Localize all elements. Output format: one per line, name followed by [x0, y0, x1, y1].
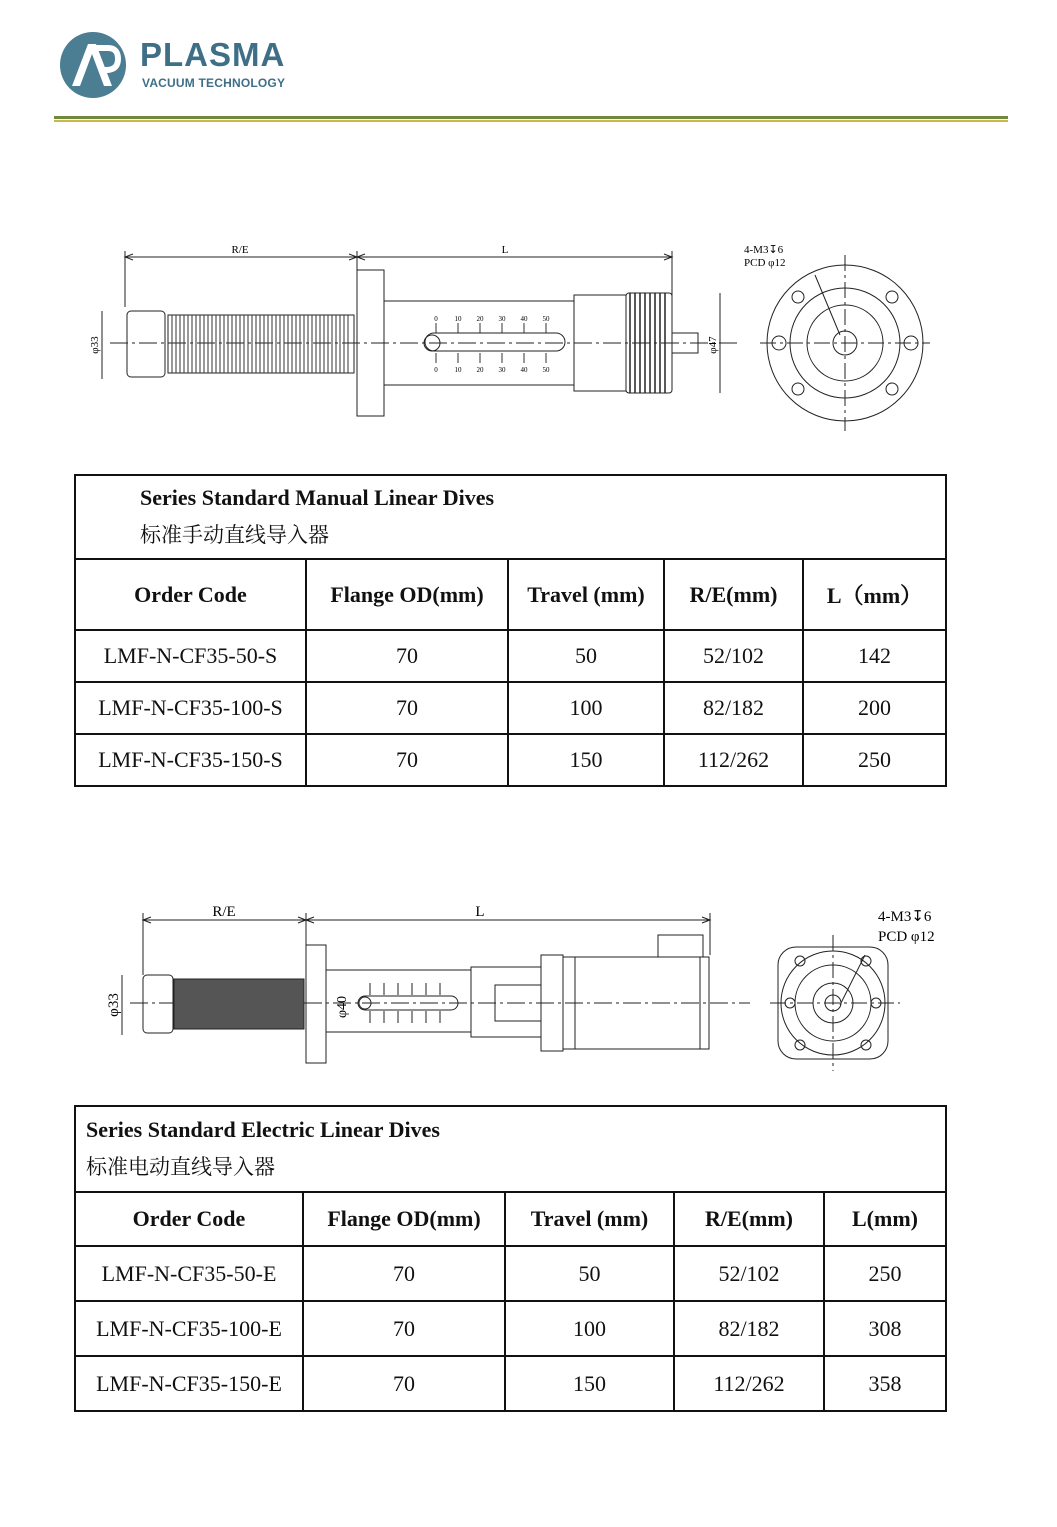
- dim-l-label: L: [475, 904, 485, 920]
- cell-flange-od: 70: [306, 682, 508, 734]
- cell-l: 358: [824, 1356, 946, 1411]
- table-row: [75, 734, 946, 786]
- electric-table-title-zh: 标准电动直线导入器: [86, 1155, 275, 1179]
- cell-flange-od: 70: [303, 1356, 505, 1411]
- cell-l: 308: [824, 1301, 946, 1356]
- cell-re: 82/182: [674, 1301, 824, 1356]
- cell-re: 112/262: [664, 734, 803, 786]
- cell-re: 82/182: [664, 682, 803, 734]
- cell-re: 112/262: [674, 1356, 824, 1411]
- dim-right-dia-label: φ47: [707, 336, 719, 354]
- table-row: [75, 1356, 946, 1411]
- brand-name: PLASMA: [140, 36, 286, 73]
- cell-travel: 150: [508, 734, 664, 786]
- scale-tick-label: 20: [476, 366, 484, 374]
- header-l: L(mm): [824, 1192, 946, 1246]
- cell-order-code: LMF-N-CF35-100-E: [75, 1301, 303, 1356]
- header-travel: Travel (mm): [505, 1192, 674, 1246]
- scale-tick-label: 40: [520, 315, 528, 323]
- pcd-note-label: PCD φ12: [878, 929, 935, 945]
- scale-tick-label: 50: [542, 315, 550, 323]
- scale-tick-label: 0: [434, 315, 438, 323]
- cell-re: 52/102: [674, 1246, 824, 1301]
- table-row: [75, 630, 946, 682]
- cell-flange-od: 70: [306, 630, 508, 682]
- cell-travel: 150: [505, 1356, 674, 1411]
- header-divider: [54, 116, 1008, 123]
- cell-travel: 100: [508, 682, 664, 734]
- manual-table-title-zh: 标准手动直线导入器: [140, 523, 329, 547]
- manual-table-title-en: Series Standard Manual Linear Dives: [140, 485, 495, 510]
- electric-table-title-en: Series Standard Electric Linear Dives: [86, 1117, 440, 1142]
- scale-tick-label: 40: [520, 366, 528, 374]
- scale-tick-label: 30: [498, 315, 506, 323]
- scale-tick-label: 10: [454, 315, 462, 323]
- table-row: [75, 1246, 946, 1301]
- electric-table-caption: [75, 1106, 946, 1192]
- cell-order-code: LMF-N-CF35-150-E: [75, 1356, 303, 1411]
- cell-flange-od: 70: [303, 1246, 505, 1301]
- dim-l-label: L: [501, 244, 509, 256]
- company-logo: [58, 30, 128, 100]
- table-row: [75, 1301, 946, 1356]
- cell-travel: 100: [505, 1301, 674, 1356]
- header-flange-od: Flange OD(mm): [306, 559, 508, 630]
- brand-tagline: VACUUM TECHNOLOGY: [142, 76, 286, 90]
- cell-re: 52/102: [664, 630, 803, 682]
- pcd-note-label: PCD φ12: [744, 257, 786, 269]
- dim-flange-dia-label: φ40: [335, 995, 350, 1019]
- cell-order-code: LMF-N-CF35-150-S: [75, 734, 306, 786]
- manual-feedthrough-drawing: [80, 235, 960, 435]
- dim-left-dia-label: φ33: [106, 993, 122, 1017]
- header-l: L（mm）: [803, 559, 946, 630]
- cell-l: 200: [803, 682, 946, 734]
- dim-re-label: R/E: [231, 244, 249, 256]
- header-order-code: Order Code: [75, 559, 306, 630]
- header-re: R/E(mm): [664, 559, 803, 630]
- cell-order-code: LMF-N-CF35-50-S: [75, 630, 306, 682]
- cell-l: 250: [824, 1246, 946, 1301]
- scale-tick-label: 50: [542, 366, 550, 374]
- dim-re-label: R/E: [212, 904, 236, 920]
- cell-order-code: LMF-N-CF35-50-E: [75, 1246, 303, 1301]
- cell-flange-od: 70: [306, 734, 508, 786]
- header-flange-od: Flange OD(mm): [303, 1192, 505, 1246]
- header-travel: Travel (mm): [508, 559, 664, 630]
- cell-travel: 50: [505, 1246, 674, 1301]
- scale-tick-label: 30: [498, 366, 506, 374]
- dim-left-dia-label: φ33: [89, 336, 101, 354]
- cell-l: 142: [803, 630, 946, 682]
- electric-feedthrough-drawing: [100, 895, 960, 1080]
- cell-travel: 50: [508, 630, 664, 682]
- cell-l: 250: [803, 734, 946, 786]
- manual-spec-table: [74, 474, 947, 787]
- cell-order-code: LMF-N-CF35-100-S: [75, 682, 306, 734]
- hole-note-label: 4-M3↧6: [878, 909, 932, 925]
- scale-tick-label: 0: [434, 366, 438, 374]
- scale-tick-label: 10: [454, 366, 462, 374]
- scale-tick-label: 20: [476, 315, 484, 323]
- table-row: [75, 682, 946, 734]
- header-order-code: Order Code: [75, 1192, 303, 1246]
- header-re: R/E(mm): [674, 1192, 824, 1246]
- cell-flange-od: 70: [303, 1301, 505, 1356]
- electric-spec-table: [74, 1105, 947, 1412]
- manual-table-caption: [75, 475, 946, 559]
- hole-note-label: 4-M3↧6: [744, 244, 784, 256]
